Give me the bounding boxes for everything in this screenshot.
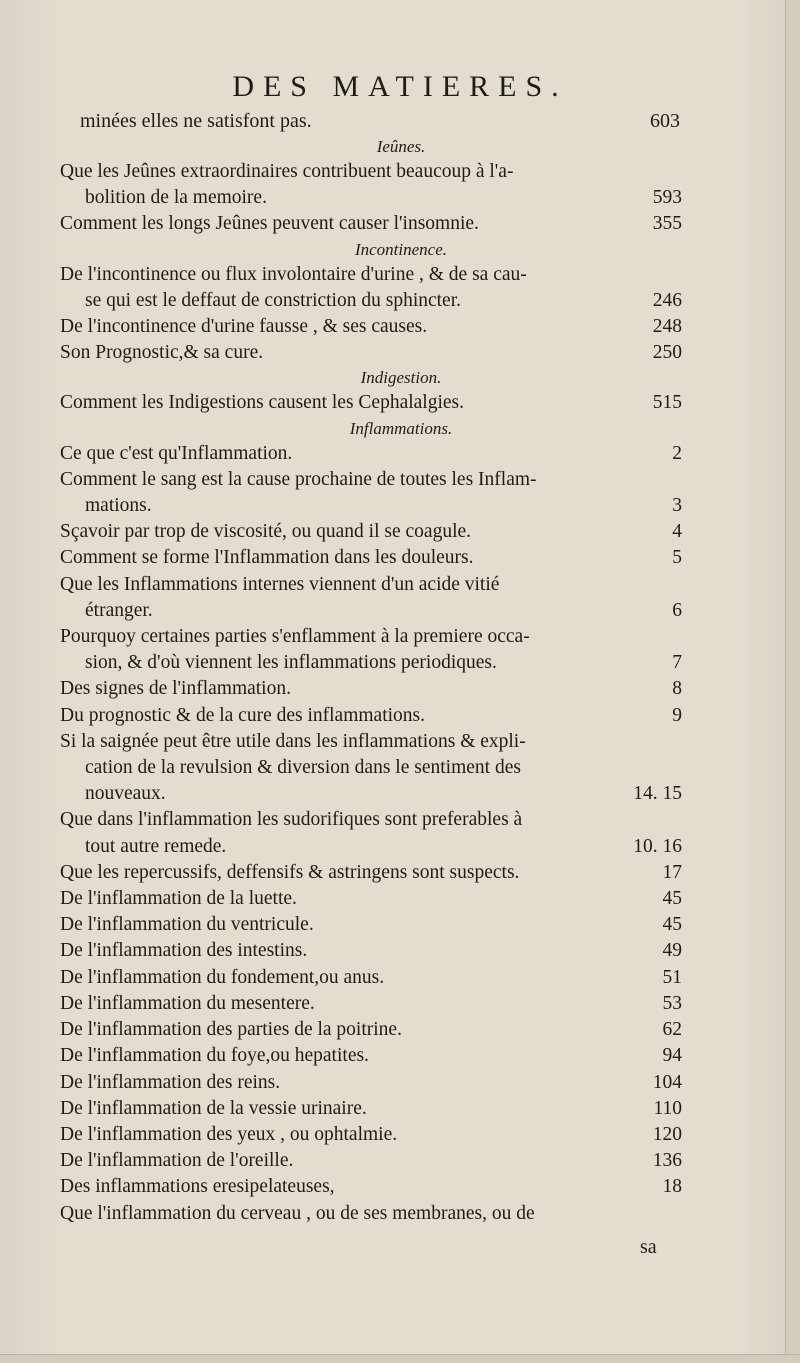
entry-page-number: 94: [662, 1045, 682, 1067]
index-entry: [60, 390, 682, 416]
index-entry: [60, 991, 682, 1017]
index-entry: [60, 340, 682, 366]
entry-continuation: se qui est le deffaut de constriction du sphincter.: [85, 289, 462, 311]
section-heading: Inflammations.: [349, 418, 453, 438]
entry-page-number: 62: [662, 1019, 682, 1041]
entry-continuation: sion, & d'où viennent les inflammations periodiques.: [85, 652, 497, 674]
index-entry: [60, 912, 682, 938]
entry-page-number: 136: [652, 1150, 682, 1172]
entry-text: Que les repercussifs, deffensifs & astringens sont suspects.: [60, 861, 520, 883]
entry-continuation: tout autre remede.: [85, 835, 227, 857]
entry-text: De l'inflammation des intestins.: [60, 940, 308, 962]
index-entry: [60, 886, 682, 912]
entry-text: Comment le sang est la cause prochaine de toutes les Inflam-: [60, 468, 537, 490]
entry-page-number: 8: [672, 678, 682, 700]
entry-page-number: 45: [662, 914, 682, 936]
entry-text: Que les Inflammations internes viennent d'un acide vitié: [60, 573, 500, 595]
index-entry: [60, 1148, 682, 1174]
index-entry: [60, 1201, 682, 1227]
entry-page-number: 246: [652, 289, 682, 311]
entry-page-number: 120: [652, 1123, 682, 1145]
entry-page-number: 7: [672, 652, 682, 674]
running-header: DES MATIERES.: [232, 70, 568, 103]
entry-text: Comment se forme l'Inflammation dans les douleurs.: [60, 547, 474, 569]
entry-text: Du prognostic & de la cure des inflammations.: [60, 704, 425, 726]
index-entry: [60, 519, 682, 545]
index-entry: [60, 1096, 682, 1122]
index-entry: [60, 729, 682, 808]
entry-page-number: 45: [662, 888, 682, 910]
index-entry: [60, 1070, 682, 1096]
entry-continuation: étranger.: [85, 599, 153, 621]
index-entry: [60, 1017, 682, 1043]
entry-continuation: cation de la revulsion & diversion dans le sentiment des: [85, 757, 521, 779]
entry-text: Que dans l'inflammation les sudorifiques sont preferables à: [60, 809, 523, 831]
entry-text: Des inflammations eresipelateuses,: [60, 1176, 335, 1198]
index-entry: [60, 545, 682, 571]
entry-page-number: 5: [672, 547, 682, 569]
index-entry: [60, 807, 682, 859]
entry-text: De l'inflammation de la vessie urinaire.: [60, 1097, 367, 1119]
entry-text: Comment les longs Jeûnes peuvent causer l'insomnie.: [60, 213, 479, 235]
entry-text: De l'inflammation du ventricule.: [60, 914, 314, 936]
index-entry: [60, 703, 682, 729]
entry-text: De l'inflammation du mesentere.: [60, 992, 315, 1014]
entry-text: Si la saignée peut être utile dans les inflammations & expli-: [60, 730, 526, 752]
entry-page-number: 515: [652, 392, 682, 414]
entry-text: De l'inflammation des reins.: [60, 1071, 281, 1093]
entry-page-number: 110: [653, 1097, 682, 1119]
page-edge-right: [785, 0, 800, 1363]
index-entry: [60, 159, 682, 211]
section-heading: Ieûnes.: [376, 137, 426, 156]
index-entry: [60, 262, 682, 314]
index-entry: [60, 1122, 682, 1148]
entry-page-number: 17: [662, 861, 682, 883]
entry-text: Que les Jeûnes extraordinaires contribuent beaucoup à l'a-: [60, 161, 514, 182]
entry-page-number: 49: [662, 940, 682, 962]
entry-page-number: 355: [652, 213, 682, 235]
entry-page-number: 104: [652, 1071, 682, 1093]
entry-page-number: 53: [662, 992, 682, 1014]
entry-text: De l'incontinence d'urine fausse , & ses causes.: [60, 316, 428, 338]
carryover-text: minées elles ne satisfont pas.: [80, 110, 312, 132]
entry-page-number: 4: [672, 521, 682, 543]
entry-text: De l'inflammation de l'oreille.: [60, 1150, 294, 1172]
index-entry: [60, 1174, 682, 1200]
index-entry: [60, 676, 682, 702]
entry-text: De l'incontinence ou flux involontaire d'urine , & de sa cau-: [60, 263, 527, 285]
entry-page-number: 248: [652, 316, 682, 338]
entry-text: Ce que c'est qu'Inflammation.: [60, 442, 293, 464]
entry-page-number: 18: [662, 1176, 682, 1198]
entry-text: De l'inflammation des parties de la poitrine.: [60, 1019, 402, 1041]
section-heading: Indigestion.: [360, 368, 442, 388]
index-entry: [60, 965, 682, 991]
entry-text: De l'inflammation de la luette.: [60, 888, 297, 910]
catchword: sa: [640, 1236, 657, 1258]
entry-page-number: 593: [652, 187, 682, 209]
index-entry: [60, 938, 682, 964]
carryover-page: 603: [650, 110, 680, 132]
entry-page-number: 2: [672, 442, 682, 464]
index-entry: [60, 860, 682, 886]
entry-text: Des signes de l'inflammation.: [60, 678, 291, 700]
page-edge-bottom: [0, 1354, 800, 1363]
entry-page-number: 6: [672, 599, 682, 621]
entry-text: Comment les Indigestions causent les Cephalalgies.: [60, 392, 465, 414]
entry-continuation: bolition de la memoire.: [85, 187, 267, 209]
entry-page-number: 51: [662, 966, 682, 988]
index-entry: [60, 211, 682, 237]
index-entry: [60, 1043, 682, 1069]
index-entry: [60, 624, 682, 676]
index-entry: [60, 572, 682, 624]
carryover-entry: [80, 110, 680, 133]
entry-page-number: 3: [672, 495, 682, 517]
index-entry: [60, 441, 682, 467]
entry-page-number: 9: [672, 704, 682, 726]
entry-page-number: 14. 15: [633, 783, 682, 805]
entry-text: De l'inflammation du fondement,ou anus.: [60, 966, 385, 988]
entry-text: De l'inflammation des yeux , ou ophtalmie.: [60, 1123, 398, 1145]
entry-continuation: mations.: [85, 495, 152, 517]
entry-text: Que l'inflammation du cerveau , ou de ses membranes, ou de: [60, 1202, 535, 1224]
entry-text: Sçavoir par trop de viscosité, ou quand il se coagule.: [60, 521, 472, 543]
entry-text: Pourquoy certaines parties s'enflamment à la premiere occa-: [60, 626, 530, 648]
entry-text: De l'inflammation du foye,ou hepatites.: [60, 1045, 369, 1067]
section-heading: Incontinence.: [354, 239, 448, 259]
entry-page-number: 250: [652, 342, 682, 364]
entry-continuation: nouveaux.: [85, 783, 166, 805]
entry-page-number: 10. 16: [633, 835, 682, 857]
index-content: [60, 135, 682, 1227]
index-entry: [60, 314, 682, 340]
index-entry: [60, 467, 682, 519]
entry-text: Son Prognostic,& sa cure.: [60, 342, 264, 364]
